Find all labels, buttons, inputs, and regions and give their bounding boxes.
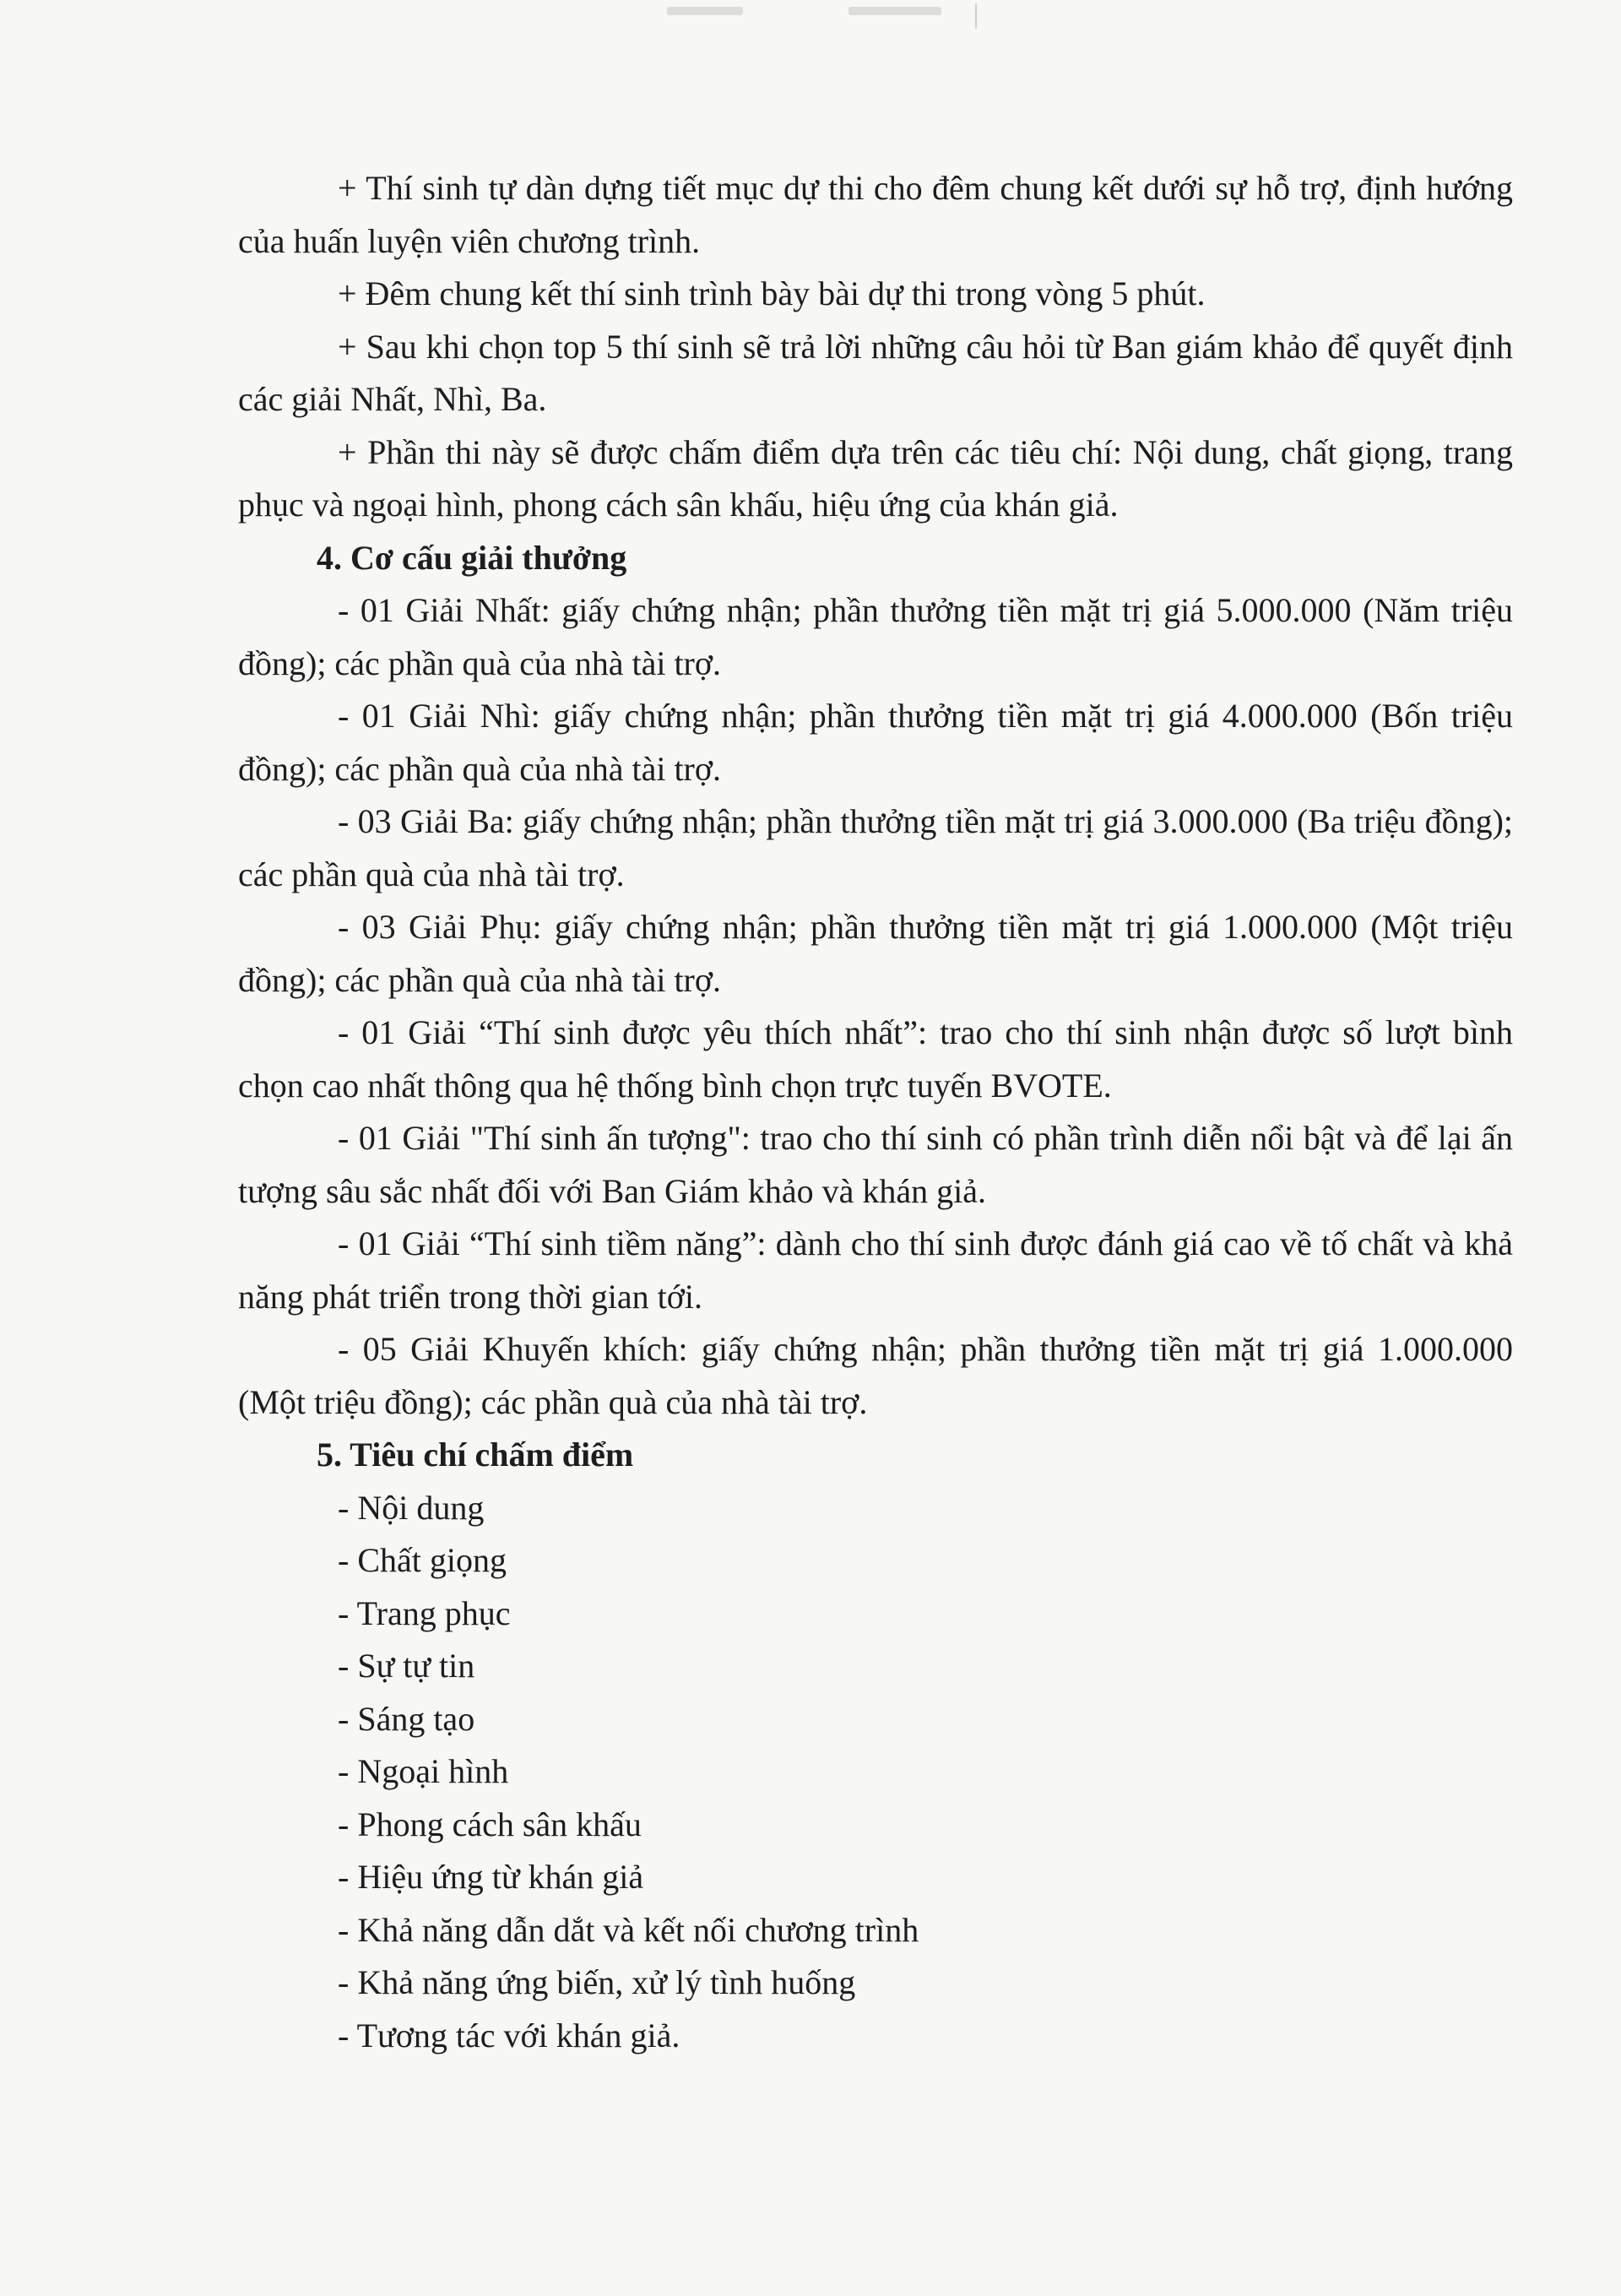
criteria-item: - Nội dung [338,1488,485,1527]
paragraph-top5-questions: + Sau khi chọn top 5 thí sinh sẽ trả lời những câu hỏi từ Ban giám khảo để quyết định các giải Nhất, Nhì, Ba. [238,327,1513,418]
prize-potential: - 01 Giải “Thí sinh tiềm năng”: dành cho thí sinh được đánh giá cao về tố chất và khả năng phát triển trong thời gian tới. [238,1224,1513,1316]
section-heading-prizes: 4. Cơ cấu giải thưởng [317,538,627,577]
scan-artifact [975,3,977,29]
criteria-item: - Trang phục [338,1593,511,1632]
criteria-item: - Sáng tạo [338,1699,475,1738]
criteria-item: - Tương tác với khán giả. [338,2016,680,2054]
criteria-item: - Chất giọng [338,1541,507,1579]
section-heading-criteria: 5. Tiêu chí chấm điểm [317,1436,634,1474]
criteria-item: - Phong cách sân khấu [338,1805,642,1843]
prize-sub: - 03 Giải Phụ: giấy chứng nhận; phần thưởng tiền mặt trị giá 1.000.000 (Một triệu đồng); các phần quà của nhà tài trợ. [238,908,1513,999]
prize-second: - 01 Giải Nhì: giấy chứng nhận; phần thưởng tiền mặt trị giá 4.000.000 (Bốn triệu đồng); các phần quà của nhà tài trợ. [238,697,1513,788]
prize-impressive: - 01 Giải "Thí sinh ấn tượng": trao cho thí sinh có phần trình diễn nổi bật và để lại ấn tượng sâu sắc nhất đối với Ban Giám khảo và khán giả. [238,1119,1513,1210]
criteria-item: - Hiệu ứng từ khán giả [338,1858,644,1896]
prize-third: - 03 Giải Ba: giấy chứng nhận; phần thưởng tiền mặt trị giá 3.000.000 (Ba triệu đồng); các phần quà của nhà tài trợ. [238,802,1513,893]
scan-artifact [667,7,743,15]
criteria-item: - Khả năng ứng biến, xử lý tình huống [338,1963,856,2001]
prize-first: - 01 Giải Nhất: giấy chứng nhận; phần thưởng tiền mặt trị giá 5.000.000 (Năm triệu đồng); các phần quà của nhà tài trợ. [238,591,1513,682]
document-body [238,162,1513,2062]
paragraph-final-duration: + Đêm chung kết thí sinh trình bày bài dự thi trong vòng 5 phút. [338,274,1206,312]
paragraph-scoring-basis: + Phần thi này sẽ được chấm điểm dựa trên các tiêu chí: Nội dung, chất giọng, trang phục và ngoại hình, phong cách sân khấu, hiệu ứng của khán giả. [238,432,1513,524]
criteria-item: - Ngoại hình [338,1752,509,1790]
paragraph-final-staging: + Thí sinh tự dàn dựng tiết mục dự thi cho đêm chung kết dưới sự hỗ trợ, định hướng của huấn luyện viên chương trình. [238,169,1513,260]
criteria-item: - Sự tự tin [338,1647,475,1685]
criteria-item: - Khả năng dẫn dắt và kết nối chương trình [338,1910,919,1949]
prize-encouragement: - 05 Giải Khuyến khích: giấy chứng nhận; phần thưởng tiền mặt trị giá 1.000.000 (Một triệu đồng); các phần quà của nhà tài trợ. [238,1330,1513,1421]
scan-artifact [848,7,941,15]
prize-favorite: - 01 Giải “Thí sinh được yêu thích nhất”: trao cho thí sinh nhận được số lượt bình chọn cao nhất thông qua hệ thống bình chọn trực tuyến BVOTE. [238,1013,1513,1105]
